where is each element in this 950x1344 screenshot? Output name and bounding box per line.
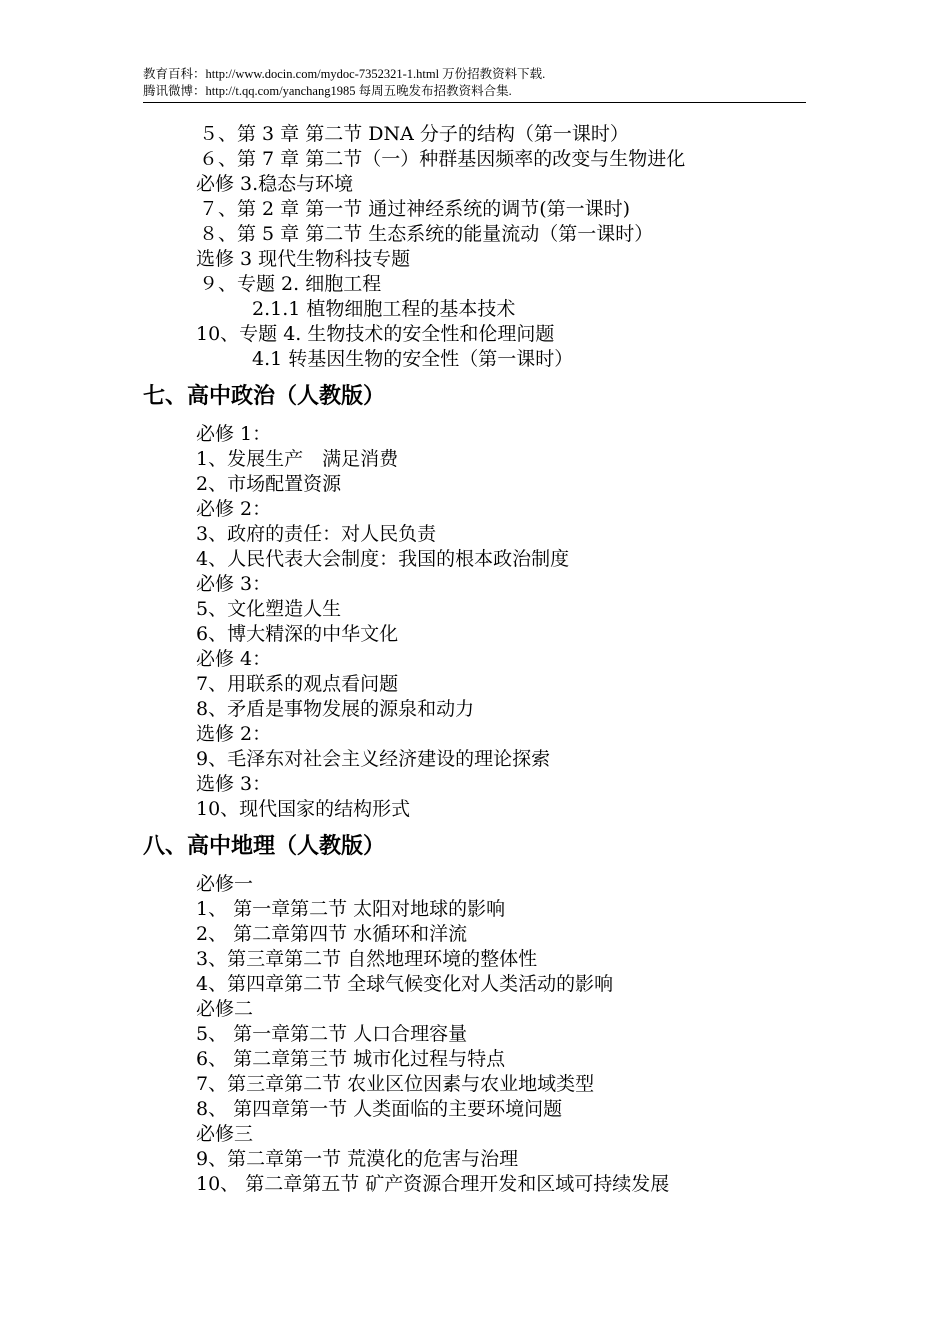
module-label: 必修 3：	[196, 573, 272, 595]
list-item: 6、 第二章第三节 城市化过程与特点	[196, 1048, 506, 1070]
module-label: 选修 3 现代生物科技专题	[196, 248, 411, 270]
list-item: 10、 第二章第五节 矿产资源合理开发和区域可持续发展	[196, 1173, 670, 1195]
politics-heading: 七、高中政治（人教版）	[143, 384, 386, 409]
list-item: 6、博大精深的中华文化	[196, 623, 399, 645]
header-line-1: 教育百科：http://www.docin.com/mydoc-7352321-1.html 万份招教资料下载.	[143, 67, 546, 81]
document-body	[0, 122, 950, 1197]
biology-section	[0, 122, 950, 372]
list-item: 9、第二章第一节 荒漠化的危害与治理	[196, 1148, 519, 1170]
list-item: 3、第三章第二节 自然地理环境的整体性	[196, 948, 538, 970]
list-item: 7、第三章第二节 农业区位因素与农业地域类型	[196, 1073, 595, 1095]
list-item: 10、专题 4. 生物技术的安全性和伦理问题	[196, 323, 555, 345]
list-item: ９、专题 2. 细胞工程	[199, 273, 382, 295]
module-label: 选修 3：	[196, 773, 272, 795]
page-header	[143, 66, 806, 103]
list-item: 1、发展生产 满足消费	[196, 448, 399, 470]
module-label: 必修三	[196, 1123, 254, 1145]
module-label: 必修 4：	[196, 648, 272, 670]
geography-section	[0, 872, 950, 1197]
list-item: 7、用联系的观点看问题	[196, 673, 399, 695]
list-item: 4、第四章第二节 全球气候变化对人类活动的影响	[196, 973, 614, 995]
list-item: 4、人民代表大会制度：我国的根本政治制度	[196, 548, 570, 570]
module-label: 必修二	[196, 998, 254, 1020]
list-item: 8、矛盾是事物发展的源泉和动力	[196, 698, 475, 720]
list-item: ８、第 5 章 第二节 生态系统的能量流动（第一课时）	[199, 223, 654, 245]
sub-item: 2.1.1 植物细胞工程的基本技术	[252, 298, 516, 320]
list-item: 10、现代国家的结构形式	[196, 798, 411, 820]
list-item: 8、 第四章第一节 人类面临的主要环境问题	[196, 1098, 563, 1120]
module-label: 必修 1：	[196, 423, 272, 445]
list-item: 5、文化塑造人生	[196, 598, 342, 620]
list-item: 3、政府的责任：对人民负责	[196, 523, 437, 545]
list-item: ６、第 7 章 第二节（一）种群基因频率的改变与生物进化	[199, 148, 686, 170]
politics-section	[0, 422, 950, 822]
list-item: 9、毛泽东对社会主义经济建设的理论探索	[196, 748, 551, 770]
list-item: ５、第 3 章 第二节 DNA 分子的结构（第一课时）	[199, 123, 629, 145]
list-item: 2、 第二章第四节 水循环和洋流	[196, 923, 468, 945]
list-item: 5、 第一章第二节 人口合理容量	[196, 1023, 468, 1045]
module-label: 必修 3.稳态与环境	[196, 173, 354, 195]
list-item: 1、 第一章第二节 太阳对地球的影响	[196, 898, 506, 920]
module-label: 必修一	[196, 873, 254, 895]
module-label: 选修 2：	[196, 723, 272, 745]
header-line-2: 腾讯微博：http://t.qq.com/yanchang1985 每周五晚发布招教资料合集.	[143, 84, 512, 98]
sub-item: 4.1 转基因生物的安全性（第一课时）	[252, 348, 574, 370]
module-label: 必修 2：	[196, 498, 272, 520]
list-item: 2、市场配置资源	[196, 473, 342, 495]
list-item: ７、第 2 章 第一节 通过神经系统的调节(第一课时)	[199, 198, 631, 220]
geography-heading: 八、高中地理（人教版）	[143, 834, 386, 859]
